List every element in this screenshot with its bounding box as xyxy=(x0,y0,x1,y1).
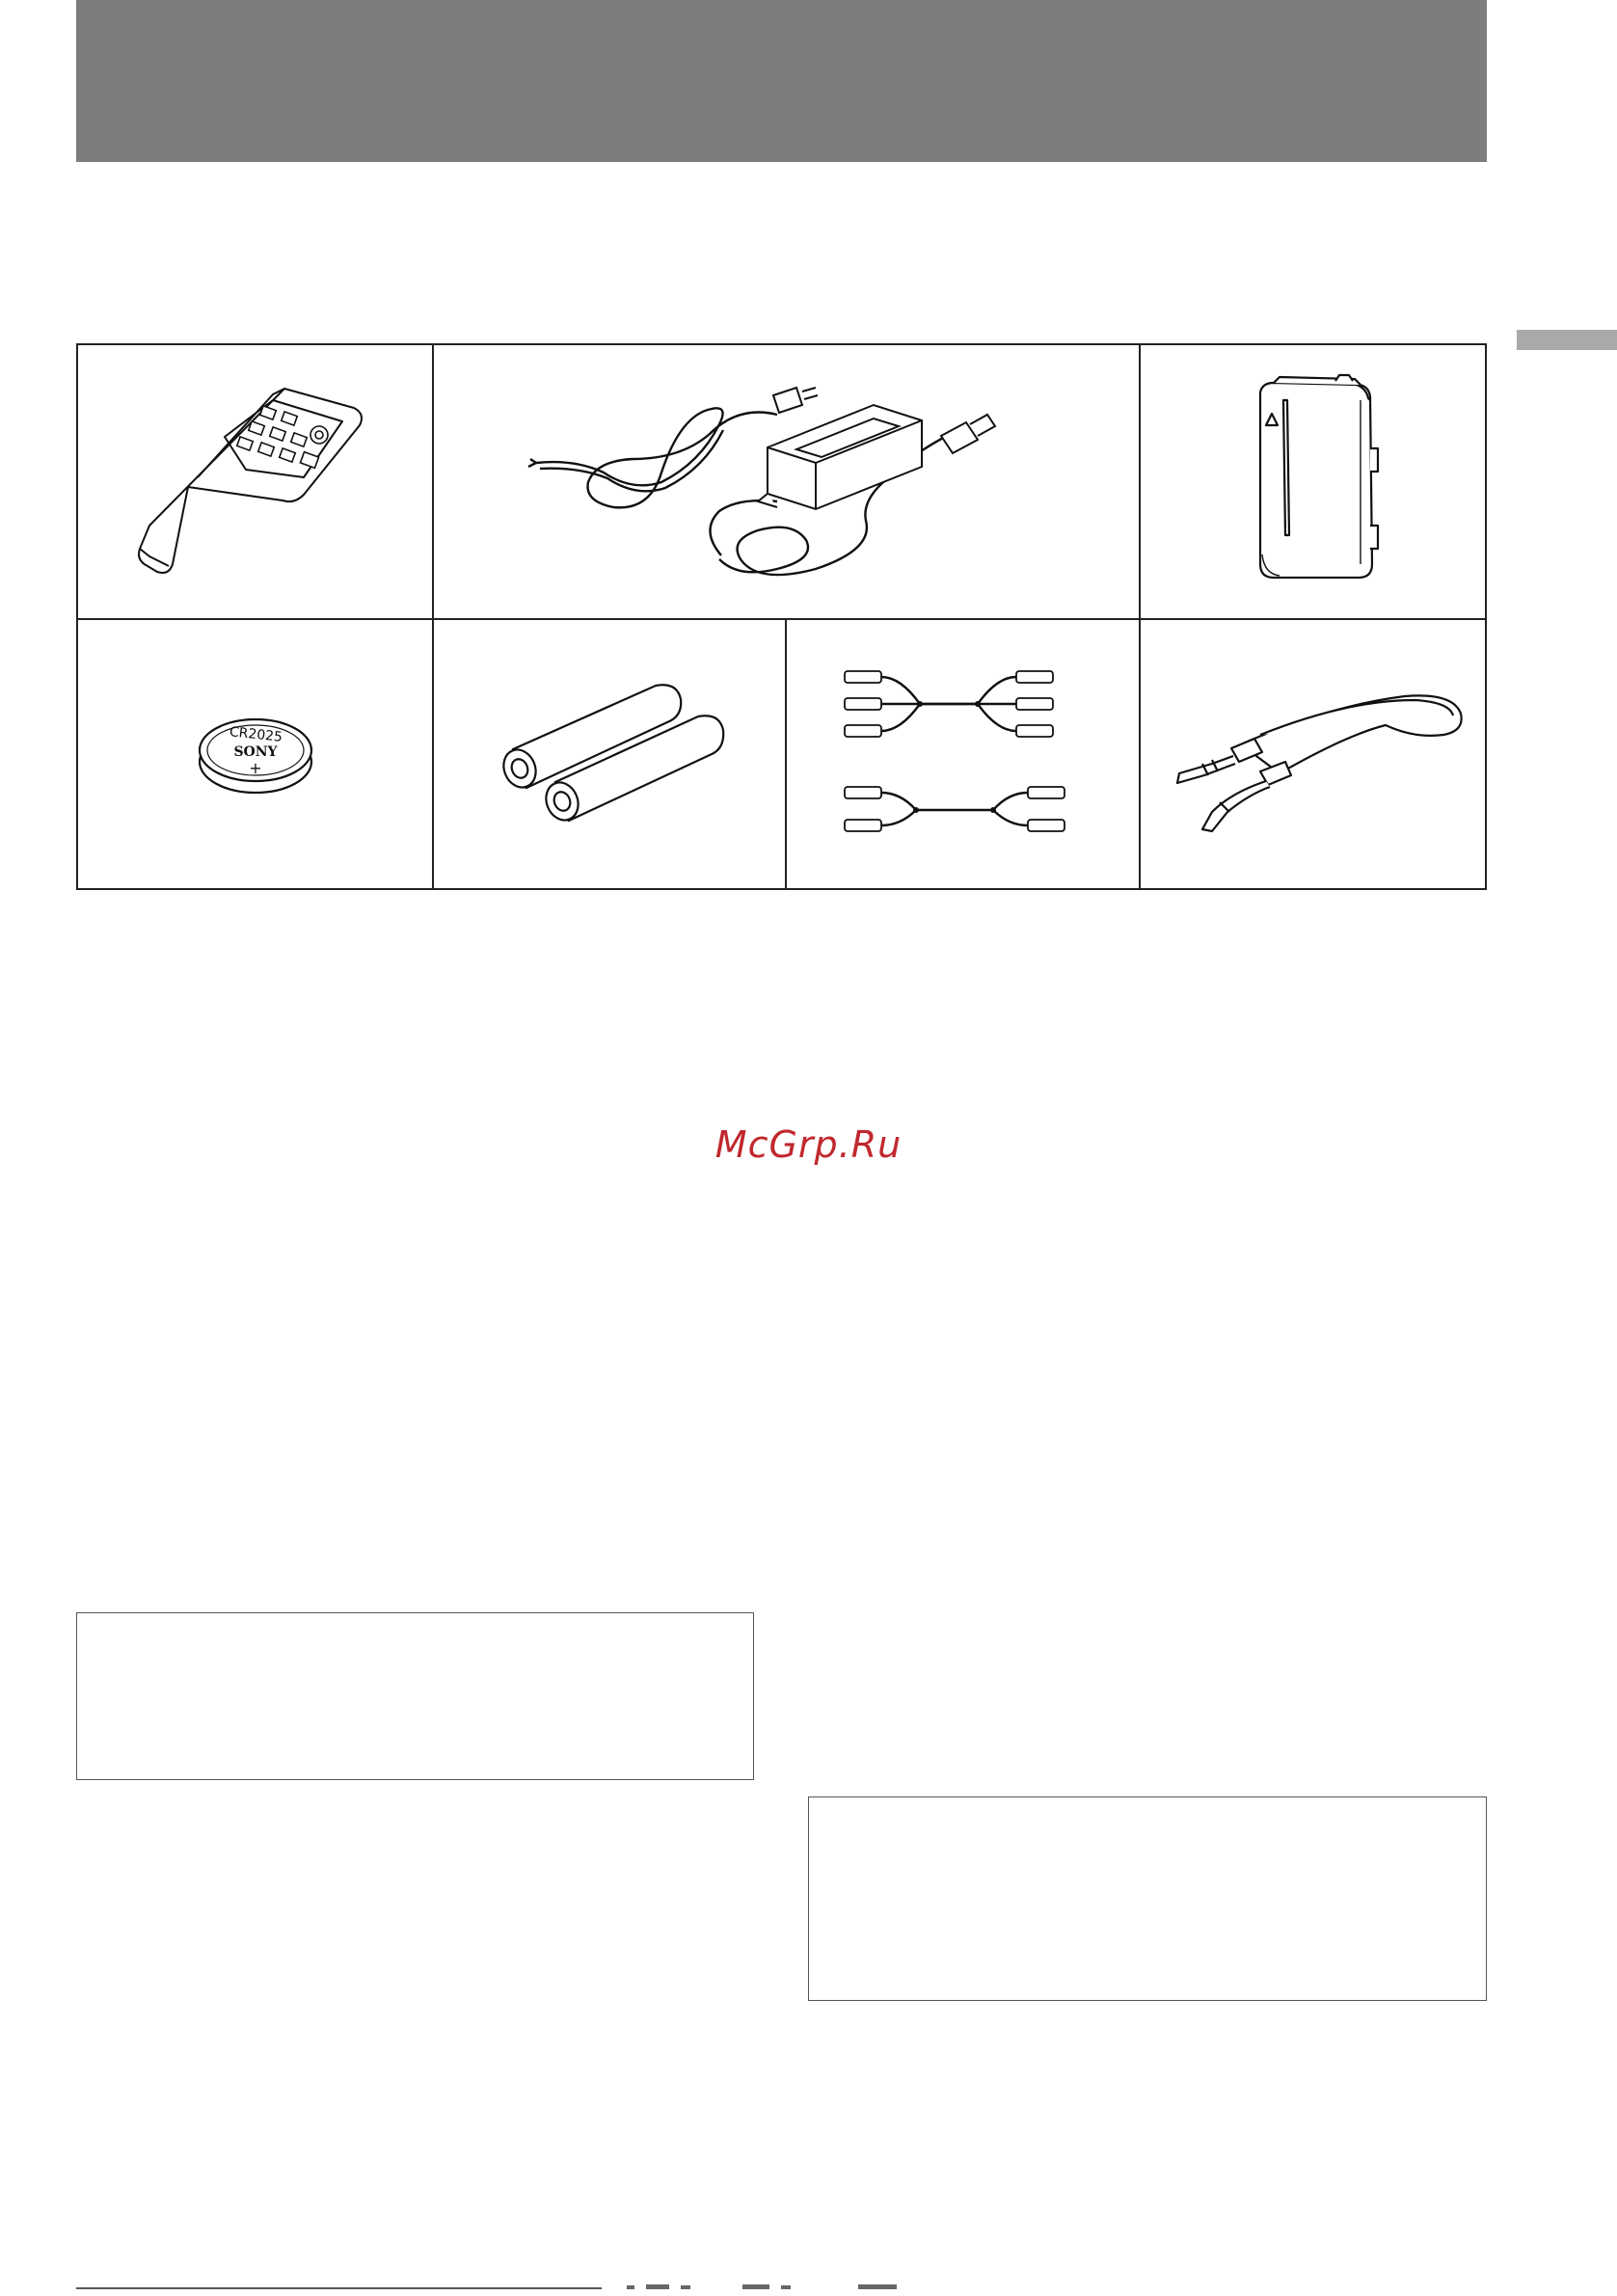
footer-rule xyxy=(76,2287,602,2289)
note-box-right xyxy=(808,1796,1487,2001)
accessory-cell-remote xyxy=(78,345,432,618)
shoulder-strap-icon xyxy=(1154,667,1472,841)
accessory-cell-av-cables xyxy=(787,620,1139,888)
ac-adaptor-icon xyxy=(488,366,1086,598)
accessory-cell-shoulder-strap xyxy=(1141,620,1485,888)
watermark: McGrp.Ru xyxy=(714,1123,903,1166)
accessory-grid xyxy=(76,343,1487,890)
section-tab xyxy=(1517,330,1617,350)
aa-batteries-icon xyxy=(484,672,735,836)
header-band xyxy=(76,0,1487,162)
note-box-left xyxy=(76,1612,754,1780)
accessory-cell-battery-pack xyxy=(1141,345,1485,618)
coin-battery-model-label: CR2025 xyxy=(228,724,283,745)
accessory-cell-ac-adaptor xyxy=(434,345,1139,618)
coin-battery-polarity-label: + xyxy=(248,759,262,777)
coin-battery-icon xyxy=(188,706,323,802)
footer-print-marks xyxy=(627,2282,945,2293)
accessory-cell-aa-batteries xyxy=(434,620,785,888)
coin-battery-brand-label: SONY xyxy=(232,744,278,760)
av-cable-icon xyxy=(823,658,1103,851)
remote-control-icon xyxy=(130,381,381,583)
accessory-cell-coin-battery xyxy=(78,620,432,888)
battery-pack-icon xyxy=(1241,371,1386,593)
